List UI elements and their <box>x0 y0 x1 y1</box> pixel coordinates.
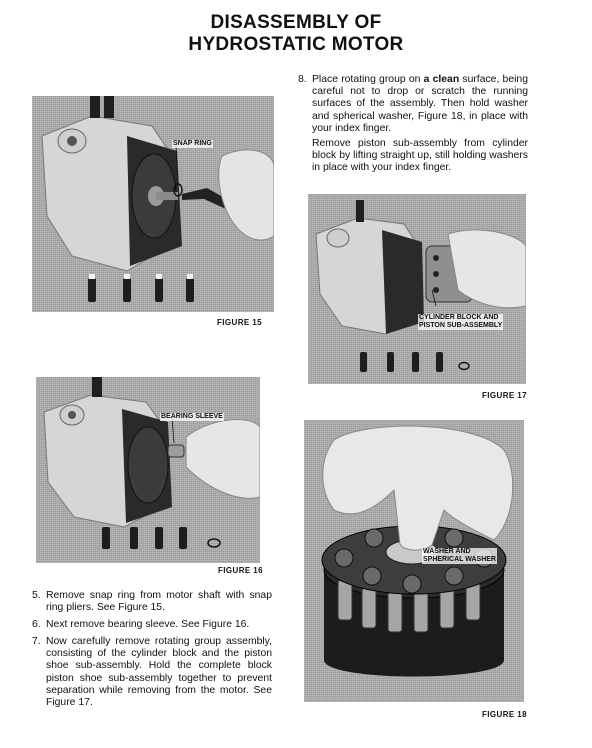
snap-ring-callout: SNAP RING <box>173 140 212 147</box>
title-line-1: DISASSEMBLY OF <box>210 12 382 33</box>
step-8-emphasis: a clean <box>423 74 460 85</box>
step-5-number: 5. <box>32 590 41 601</box>
washer-callout <box>422 548 497 564</box>
figure-18-photo <box>304 420 524 702</box>
step-6 <box>32 619 272 633</box>
step-7 <box>32 636 272 726</box>
motor-snap-ring-illustration <box>32 96 274 312</box>
step-6-number: 6. <box>32 619 41 630</box>
figure-15-photo <box>32 96 274 312</box>
washer-callout-line-1: WASHER AND <box>423 548 471 555</box>
step-6-text: Next remove bearing sleeve. See Figure 16. <box>46 619 250 630</box>
washer-callout-line-2: SPHERICAL WASHER <box>423 556 496 563</box>
figure-16-photo <box>36 377 260 563</box>
step-8-number: 8. <box>298 74 307 85</box>
remove-piston-paragraph: Remove piston sub-assembly from cylinder block by lifting straight up, still holding washers in place with your index finger. <box>312 138 528 174</box>
step-8-text <box>312 74 528 135</box>
cylinder-block-callout-line-2: PISTON SUB-ASSEMBLY <box>419 322 503 329</box>
step-8 <box>298 74 528 136</box>
cylinder-block-callout-line-1: CYLINDER BLOCK AND <box>419 314 499 321</box>
page-title <box>0 12 592 56</box>
rotating-group-removal-illustration <box>308 194 526 384</box>
cylinder-block-callout <box>418 314 503 330</box>
figure-18-caption: FIGURE 18 <box>482 710 527 719</box>
bearing-sleeve-callout: BEARING SLEEVE <box>161 413 223 420</box>
step-7-number: 7. <box>32 636 41 647</box>
step-8-text-start: Place rotating group on <box>312 74 424 85</box>
figure-17-caption: FIGURE 17 <box>482 391 527 400</box>
figure-15-caption: FIGURE 15 <box>217 318 262 327</box>
step-5-text: Remove snap ring from motor shaft with snap ring pliers. See Figure 15. <box>46 590 272 614</box>
figure-17-photo <box>308 194 526 384</box>
step-8-text-end: surface, being careful not to drop or scratch the running surfaces of the assembly. Then hold washer and spherical washer, Figure 18, in place with your index finger. <box>312 74 528 134</box>
motor-bearing-sleeve-illustration <box>36 377 260 563</box>
step-7-text: Now carefully remove rotating group assembly, consisting of the cylinder block and the piston shoe sub-assembly. Hold the complete block piston shoe sub-assembly together to prevent separation while removing from the motor. See Figure 17. <box>46 636 272 709</box>
figure-16-caption: FIGURE 16 <box>218 566 263 575</box>
title-line-2: HYDROSTATIC MOTOR <box>188 34 404 55</box>
step-5 <box>32 590 272 616</box>
